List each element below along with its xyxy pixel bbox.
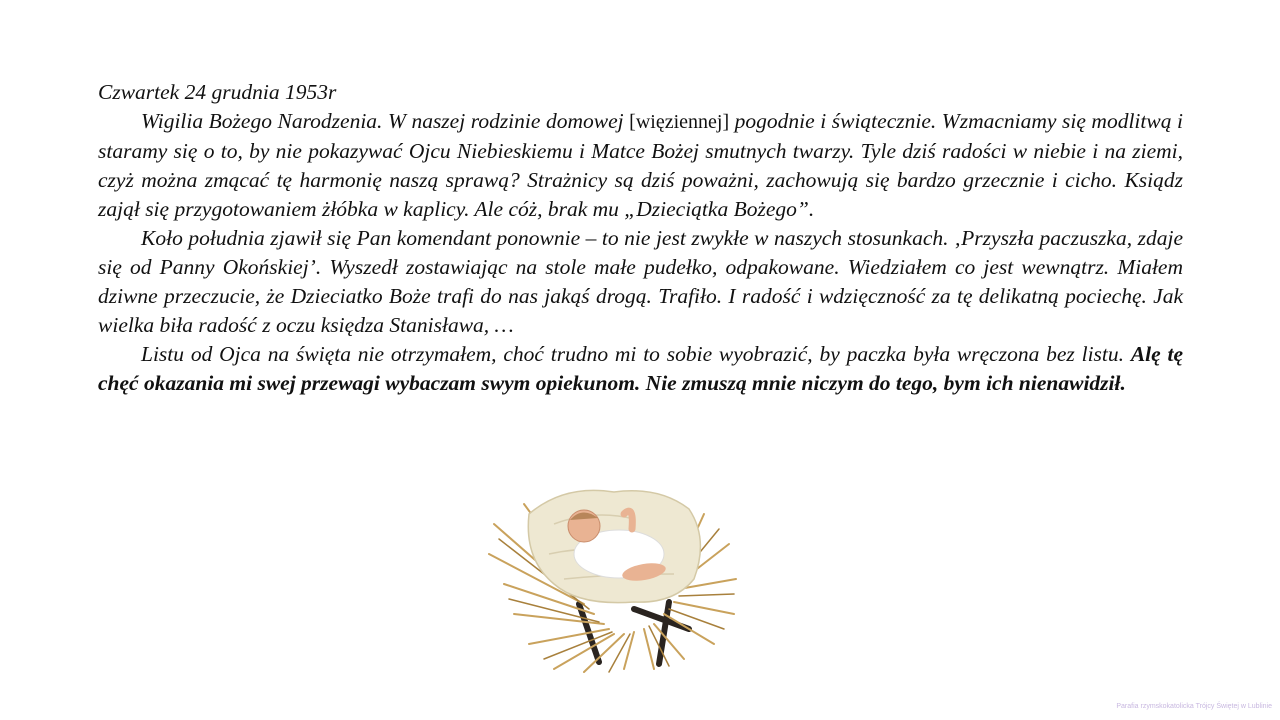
manger-with-infant-jesus-icon (484, 484, 740, 674)
entry-date: Czwartek 24 grudnia 1953r (98, 80, 337, 104)
diary-entry (98, 78, 1183, 398)
paragraph-2: Koło południa zjawił się Pan komendant ponownie – to nie jest zwykłe w naszych stosunkach. ‚Przyszła paczuszka, zdaje się od Panny Okońskiej’. Wyszedł zostawiając na stole małe pudełko, odpakowane. Wiedziałem co jest wewnątrz. Miałem dziwne przeczucie, że Dzieciatko Boże trafi do nas jakąś drogą. Trafiło. I radość i wdzięczność za tę delikatną pociechę. Jak wielka biła radość z oczu księdza Stanisława, … (98, 226, 1183, 337)
paragraph-1-end: pogodnie i świątecznie. Wzmacniamy się modlitwą i staramy się o to, by nie pokazywać Ojcu Niebieskiemu i Matce Bożej smutnych twarzy. Tyle dziś radości w niebie i na ziemi, czyż można zmącać tę harmonię naszą sprawą? Strażnicy są dziś poważni, zachowują się bardzo grzecznie i cicho. Ksiądz zajął się przygotowaniem żłóbka w kaplicy. Ale cóż, brak mu „Dzieciątka Bożego”. (98, 109, 1183, 221)
paragraph-1 (98, 107, 1183, 224)
bracket-note: [więziennej] (629, 111, 730, 133)
paragraph-3-bold: Alę tę chęć okazania mi swej przewagi wybaczam swym opiekunom. Nie zmuszą mnie niczym do tego, bym ich nienawidził. (98, 342, 1183, 395)
paragraph-3 (98, 340, 1183, 398)
footer-parish-note: Parafia rzymskokatolicka Trójcy Świętej w Lublinie (1116, 703, 1272, 710)
paragraph-3-start: Listu od Ojca na święta nie otrzymałem, choć trudno mi to sobie wyobrazić, by paczka była wręczona bez listu. (141, 342, 1131, 366)
paragraph-1-start: Wigilia Bożego Narodzenia. W naszej rodzinie domowej (141, 109, 630, 133)
